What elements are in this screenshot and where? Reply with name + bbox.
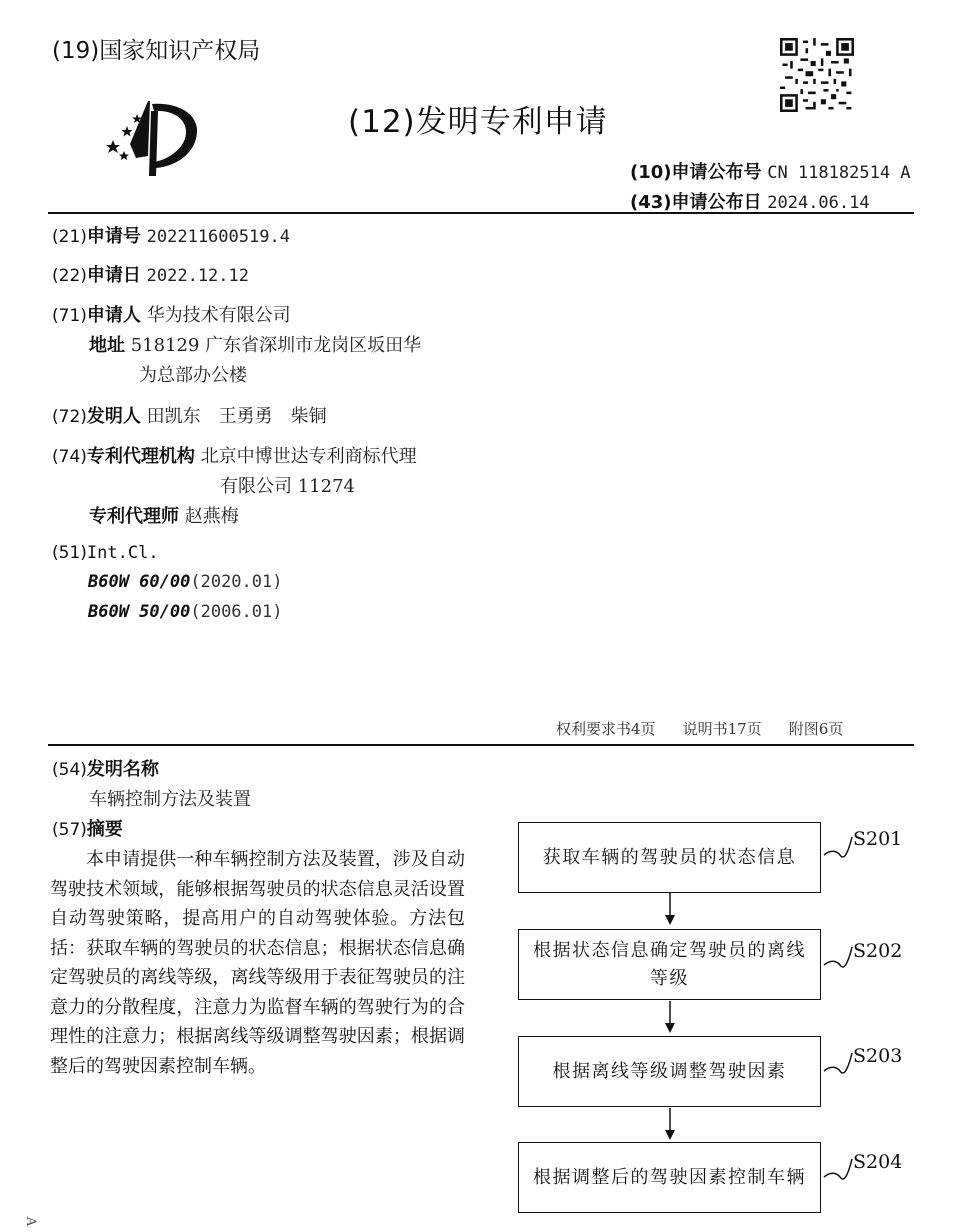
invention-title-text: 车辆控制方法及装置 [89,789,251,810]
arrowhead [665,915,675,925]
agency-line-2 [220,472,355,498]
agency-line-2-text: 有限公司 11274 [220,476,355,497]
invention-title [89,785,251,811]
step-label-s203: S203 [853,1045,903,1067]
flow-step-s201 [518,822,821,893]
abstract-heading [52,815,123,841]
invention-title-heading [52,755,159,781]
flow-step-s203 [518,1036,821,1107]
field-label: 摘要 [86,819,123,840]
field-label: 申请号 [86,226,141,247]
ipc-code: B60W 50/00 [88,602,191,622]
publication-number-label: (10)申请公布号 [630,162,762,183]
field-label: 专利代理师 [89,506,179,527]
publication-date: 2024.06.14 [767,193,870,213]
leader-s203 [824,1053,852,1073]
field-code: (71) [52,306,87,326]
ipc-class-1 [88,572,282,592]
abstract-body [50,845,465,1081]
field-label: 地址 [89,335,125,356]
field-label: 发明人 [86,406,141,427]
arrowhead [665,1023,675,1033]
claims-pages: 权利要求书4页 [556,720,656,738]
publication-date-row [630,188,870,214]
step-label-s201: S201 [853,828,903,850]
publication-date-label: (43)申请公布日 [630,192,762,213]
application-number-row [52,222,290,248]
field-code: (21) [52,227,87,247]
field-label: 发明名称 [86,759,159,780]
ipc-code: B60W 60/00 [88,572,191,592]
field-code: (51) [52,543,87,563]
agent-row [89,502,239,528]
ipc-version: (2020.01) [190,572,283,592]
agency-row [52,442,417,468]
field-code: (74) [52,447,87,467]
flow-step-text: 根据状态信息确定驾驶员的离线等级 [533,939,806,989]
step-label-s202: S202 [853,940,903,962]
address-line-1: 518129 广东省深圳市龙岗区坂田华 [130,335,422,356]
applicant: 华为技术有限公司 [146,305,291,326]
page-counts [556,718,843,739]
inventors-row [52,402,327,428]
field-code: (57) [52,820,87,840]
cnipa-logo-icon [100,96,210,178]
application-number: 202211600519.4 [146,227,290,247]
drawings-pages: 附图6页 [788,720,844,738]
field-label: 申请人 [86,305,141,326]
int-cl-label: Int.Cl. [86,543,159,563]
address-line-2 [139,361,247,387]
flow-step-text: 根据调整后的驾驶因素控制车辆 [533,1166,806,1188]
application-date: 2022.12.12 [146,266,249,286]
ipc-class-2 [88,602,282,622]
leader-s201 [824,837,852,857]
field-code: (22) [52,266,87,286]
field-code: (72) [52,407,87,427]
address-line-2-text: 为总部办公楼 [139,365,247,386]
qr-code [780,38,854,112]
description-pages: 说明书17页 [682,720,762,738]
flow-step-s202 [518,929,821,1000]
header-divider [48,212,914,214]
int-cl-row [52,542,159,563]
leader-s202 [824,947,852,967]
abstract-text: 本申请提供一种车辆控制方法及装置，涉及自动驾驶技术领域，能够根据驾驶员的状态信息灵活设置自动驾驶策略，提高用户的自动驾驶体验。方法包括：获取车辆的驾驶员的状态信息；根据状态信息确定驾驶员的离线等级，离线等级用于表征驾驶员的注意力的分散程度，注意力为监督车辆的驾驶行为的合理性的注意力；根据离线等级调整驾驶因素；根据调整后的驾驶因素控制车辆。 [50,849,465,1077]
flow-step-text: 根据离线等级调整驾驶因素 [552,1060,787,1082]
field-label: 申请日 [86,265,141,286]
field-label: 专利代理机构 [86,446,195,467]
field-code: (54) [52,760,87,780]
side-mark: A [23,1216,39,1227]
body-divider [48,744,914,746]
address-row [89,331,421,357]
application-date-row [52,261,249,287]
flow-step-text: 获取车辆的驾驶员的状态信息 [542,846,797,868]
publication-number-row [630,158,911,184]
leader-s204 [824,1159,852,1179]
flow-step-s204 [518,1142,821,1213]
office-name: (19)国家知识产权局 [52,38,261,64]
inventors: 田凯东 王勇勇 柴铜 [146,406,327,427]
agent: 赵燕梅 [184,506,239,527]
document-type: (12)发明专利申请 [348,104,608,140]
step-label-s204: S204 [853,1151,903,1173]
agency-line-1: 北京中博世达专利商标代理 [200,446,417,467]
publication-number: CN 118182514 A [767,163,911,183]
ipc-version: (2006.01) [190,602,283,622]
applicant-row [52,301,291,327]
arrowhead [665,1130,675,1140]
